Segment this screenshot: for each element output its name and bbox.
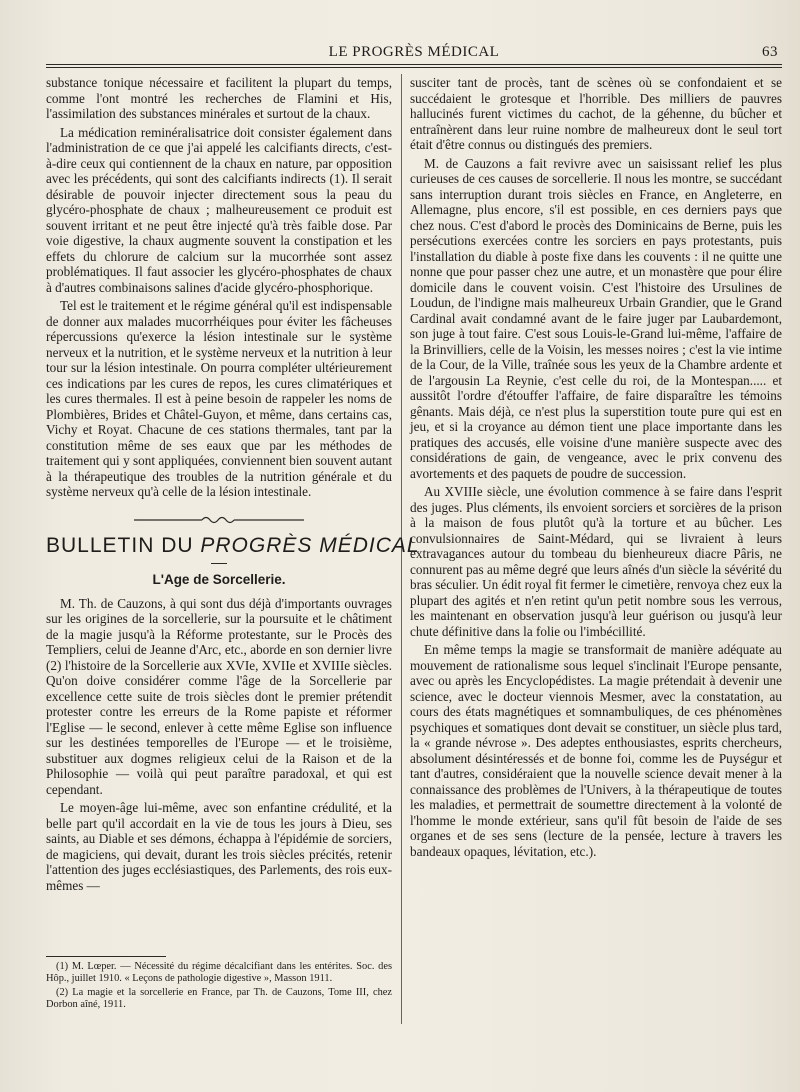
bulletin-heading-journal: PROGRÈS MÉDICAL	[200, 533, 420, 557]
footnote: (2) La magie et la sorcellerie en France, par Th. de Cauzons, Tome III, chez Dorbon aîné, 1911.	[46, 987, 392, 1010]
paragraph: M. de Cauzons a fait revivre avec un saisissant relief les plus curieuses de ces causes de sorcellerie. Il nous les montre, se succédant sans interruption durant trois siècles en France, en Angleterre, en Allemagne, plus encore, s'il est possible, en ces derniers pays que chez nous. C'est d'abord le procès des Dominicains de Berne, puis les persécutions exercées contre les sorciers en pays protestants, puis l'installation du diable à poste fixe dans les couvents : il ne quitte une nonne que pour passer chez une autre, et un monastère que pour élire domicile dans le couvent voisin. C'est l'histoire des Ursulines de Loudun, de l'indigne mais malheureux Urbain Grandier, que le Grand Cardinal avait condamné avant de le faire juger par Laubardemont, son juge à tout faire. C'est sous Louis-le-Grand lui-même, l'affaire de la Brinvilliers, celle de la Voisin, les messes noires ; c'est la vie intime de la Cour, de la Ville, traînée sous les yeux de la Chambre ardente et de l'argousin La Reynie, c'est celle du roi, de la Montespan..... et aussitôt l'ordre d'étouffer l'affaire, de faire disparaître les témoins gênants. Mais déjà, ce n'est plus la superstition toute pure qui est en jeu, et si la croyance au démon tient une place importante dans les pratiques des accusés, elle voisine d'une manière suspecte avec des considérations de gain, de vengeance, avec le prix convenu des avortements et des paquets de poudre de succession.	[410, 155, 782, 481]
running-head	[46, 38, 782, 64]
paragraph: Tel est le traitement et le régime général qu'il est indispensable de donner aux malades mucorrhéiques pour éviter les fâcheuses répercussions qu'exerce la lésion intestinale sur le système nerveux et la nutrition, et le système nerveux et la nutrition à leur tour sur la lésion intestinale. On pourra compléter ultérieurement ces indications par les cures de repos, les cures climatériques et les cures thermales. Il est à peine besoin de rappeler les noms de Plombières, Brides et Châtel-Guyon, et même, dans certains cas, Vichy et Royat. Chacune de ces stations thermales, tant par la constitution même de ses eaux que par les méthodes de traitement qui y sont appliquées, conviennent bien souvent autant à la thérapeutique des troubles de la nutrition générale et du système nerveux qu'à celle de la lésion intestinale.	[46, 298, 392, 499]
bulletin-heading	[46, 533, 420, 557]
article-title: L'Age de Sorcellerie.	[152, 572, 286, 587]
paragraph: susciter tant de procès, tant de scènes où se confondaient et se succédaient le grotesque et l'horrible. Des milliers de pauvres hallucinés furent victimes du cachot, de la géhenne, du bûcher et entraînèrent dans leur ruine nombre de malheureux dont le seul tort était d'être connus ou distingués des premiers.	[410, 75, 782, 152]
heading-dash	[211, 563, 227, 564]
page-number: 63	[762, 44, 778, 60]
footnote-rule	[46, 956, 166, 957]
paragraph: substance tonique nécessaire et facilitent la plupart du temps, comme l'ont montré les recherches de Flamini et His, l'assimilation des substances minérales et surtout de la chaux.	[46, 75, 392, 121]
header-rule	[46, 64, 782, 65]
ornament-divider	[46, 514, 392, 526]
journal-title: LE PROGRÈS MÉDICAL	[328, 44, 500, 60]
right-column	[410, 75, 782, 859]
paragraph: M. Th. de Cauzons, à qui sont dus déjà d'importants ouvrages sur les origines de la sorcellerie, sur la poursuite et le châtiment de la magie jusqu'à la Réforme protestante, sur le Procès des Templiers, celui de Jeanne d'Arc, etc., aborde en son dernier livre (2) l'histoire de la Sorcellerie aux XVIe, XVIIe et XVIIIe siècles. Qu'on doive considérer comme l'âge de la Sorcellerie par excellence cette suite de trois siècles dont le premier prétendit protester contre les erreurs de la Rome papiste et réformer l'Eglise — le second, enlever à cette même Eglise son influence sur les destinées temporelles de l'Europe — et le troisième, substituer aux dogmes religieux celui de la Raison et de la Philosophie — voilà qui peut paraître paradoxal, et qui est cependant.	[46, 595, 392, 797]
left-column	[46, 75, 420, 893]
header-rule-thin	[46, 67, 782, 68]
bulletin-heading-prefix: BULLETIN DU	[46, 533, 201, 557]
footnotes	[46, 956, 392, 1013]
paragraph: En même temps la magie se transformait de manière adéquate au mouvement de rationalisme sous lequel s'inclinait l'Europe pensante, avec ou après les Encyclopédistes. La magie prétendait à devenir une science, avec le docteur viennois Mesmer, avec la constatation, au cours des états magnétiques et somnambuliques, de ces phénomènes psychiques et somatiques dont devait se constituer, un siècle plus tard, la « grande névrose ». Des adeptes enthousiastes, esprits chercheurs, absolument désintéressés et de bonne foi, comme les de Puységur et tant d'autres, considéraient que la nouvelle science devait mener à la connaissance des problèmes de l'Univers, à la thérapeutique de toutes les maladies, et permettrait de soumettre directement à la volonté de l'homme le monde extérieur, sans qu'il fût besoin de l'aide de ses organes et de ses sens (lecture de la pensée, lecture à travers les bandeaux opaques, lévitation, etc.).	[410, 642, 782, 859]
flourish-icon	[134, 514, 304, 526]
paragraph: Le moyen-âge lui-même, avec son enfantine crédulité, et la belle part qu'il accordait en la vie de tous les jours à Dieu, ses saints, au Diable et ses démons, échappa à l'épidémie de sorciers, de magiciens, qui devait, durant les trois siècles précités, retenir l'attention des juges ecclésiastiques, des Parlements, des rois eux-mêmes —	[46, 800, 392, 893]
footnote: (1) M. Lœper. — Nécessité du régime décalcifiant dans les entérites. Soc. des Hôp., juillet 1910. « Leçons de pathologie digestive », Masson 1911.	[46, 961, 392, 984]
paragraph: Au XVIIIe siècle, une évolution commence à se faire dans l'esprit des juges. Plus cléments, ils envoient sorciers et sorcières de la prison à la maison de fous plutôt qu'à la torture et au bûcher. Les convulsionnaires de Saint-Médard, qui se livraient à leurs extravagances autour du tombeau du bienheureux diacre Pâris, ne connurent pas au même degré que leurs aînés d'un siècle la sévérité du bras séculier. Un édit royal fit fermer le cimetière, renvoya chez eux la plupart des agités et n'en retint qu'un petit nombre sous les verrous, les maintenant en observation jusqu'à leur guérison ou jusqu'à leur chute définitive dans la folie ou l'imbécillité.	[410, 484, 783, 639]
paragraph: La médication reminéralisatrice doit consister également dans l'administration de ce que j'ai appelé les calcifiants directs, c'est-à-dire ceux qui contiennent de la chaux en nature, par opposition avec les précédents, qui sont des calcifiants indirects (1). Il serait désirable de pouvoir injecter directement sous la peau du glycéro-phosphate de chaux ; malheureusement ce produit est souvent irritant et ne peut être injecté qu'à très faible dose. Par voie digestive, la chaux augmente souvent la constipation et les effets du chlorure de calcium sur la mucorrhée sont assez problématiques. Il faut associer les glycéro-phosphates de chaux à d'autres combinaisons salines d'acide glycéro-phosphorique.	[46, 124, 392, 295]
